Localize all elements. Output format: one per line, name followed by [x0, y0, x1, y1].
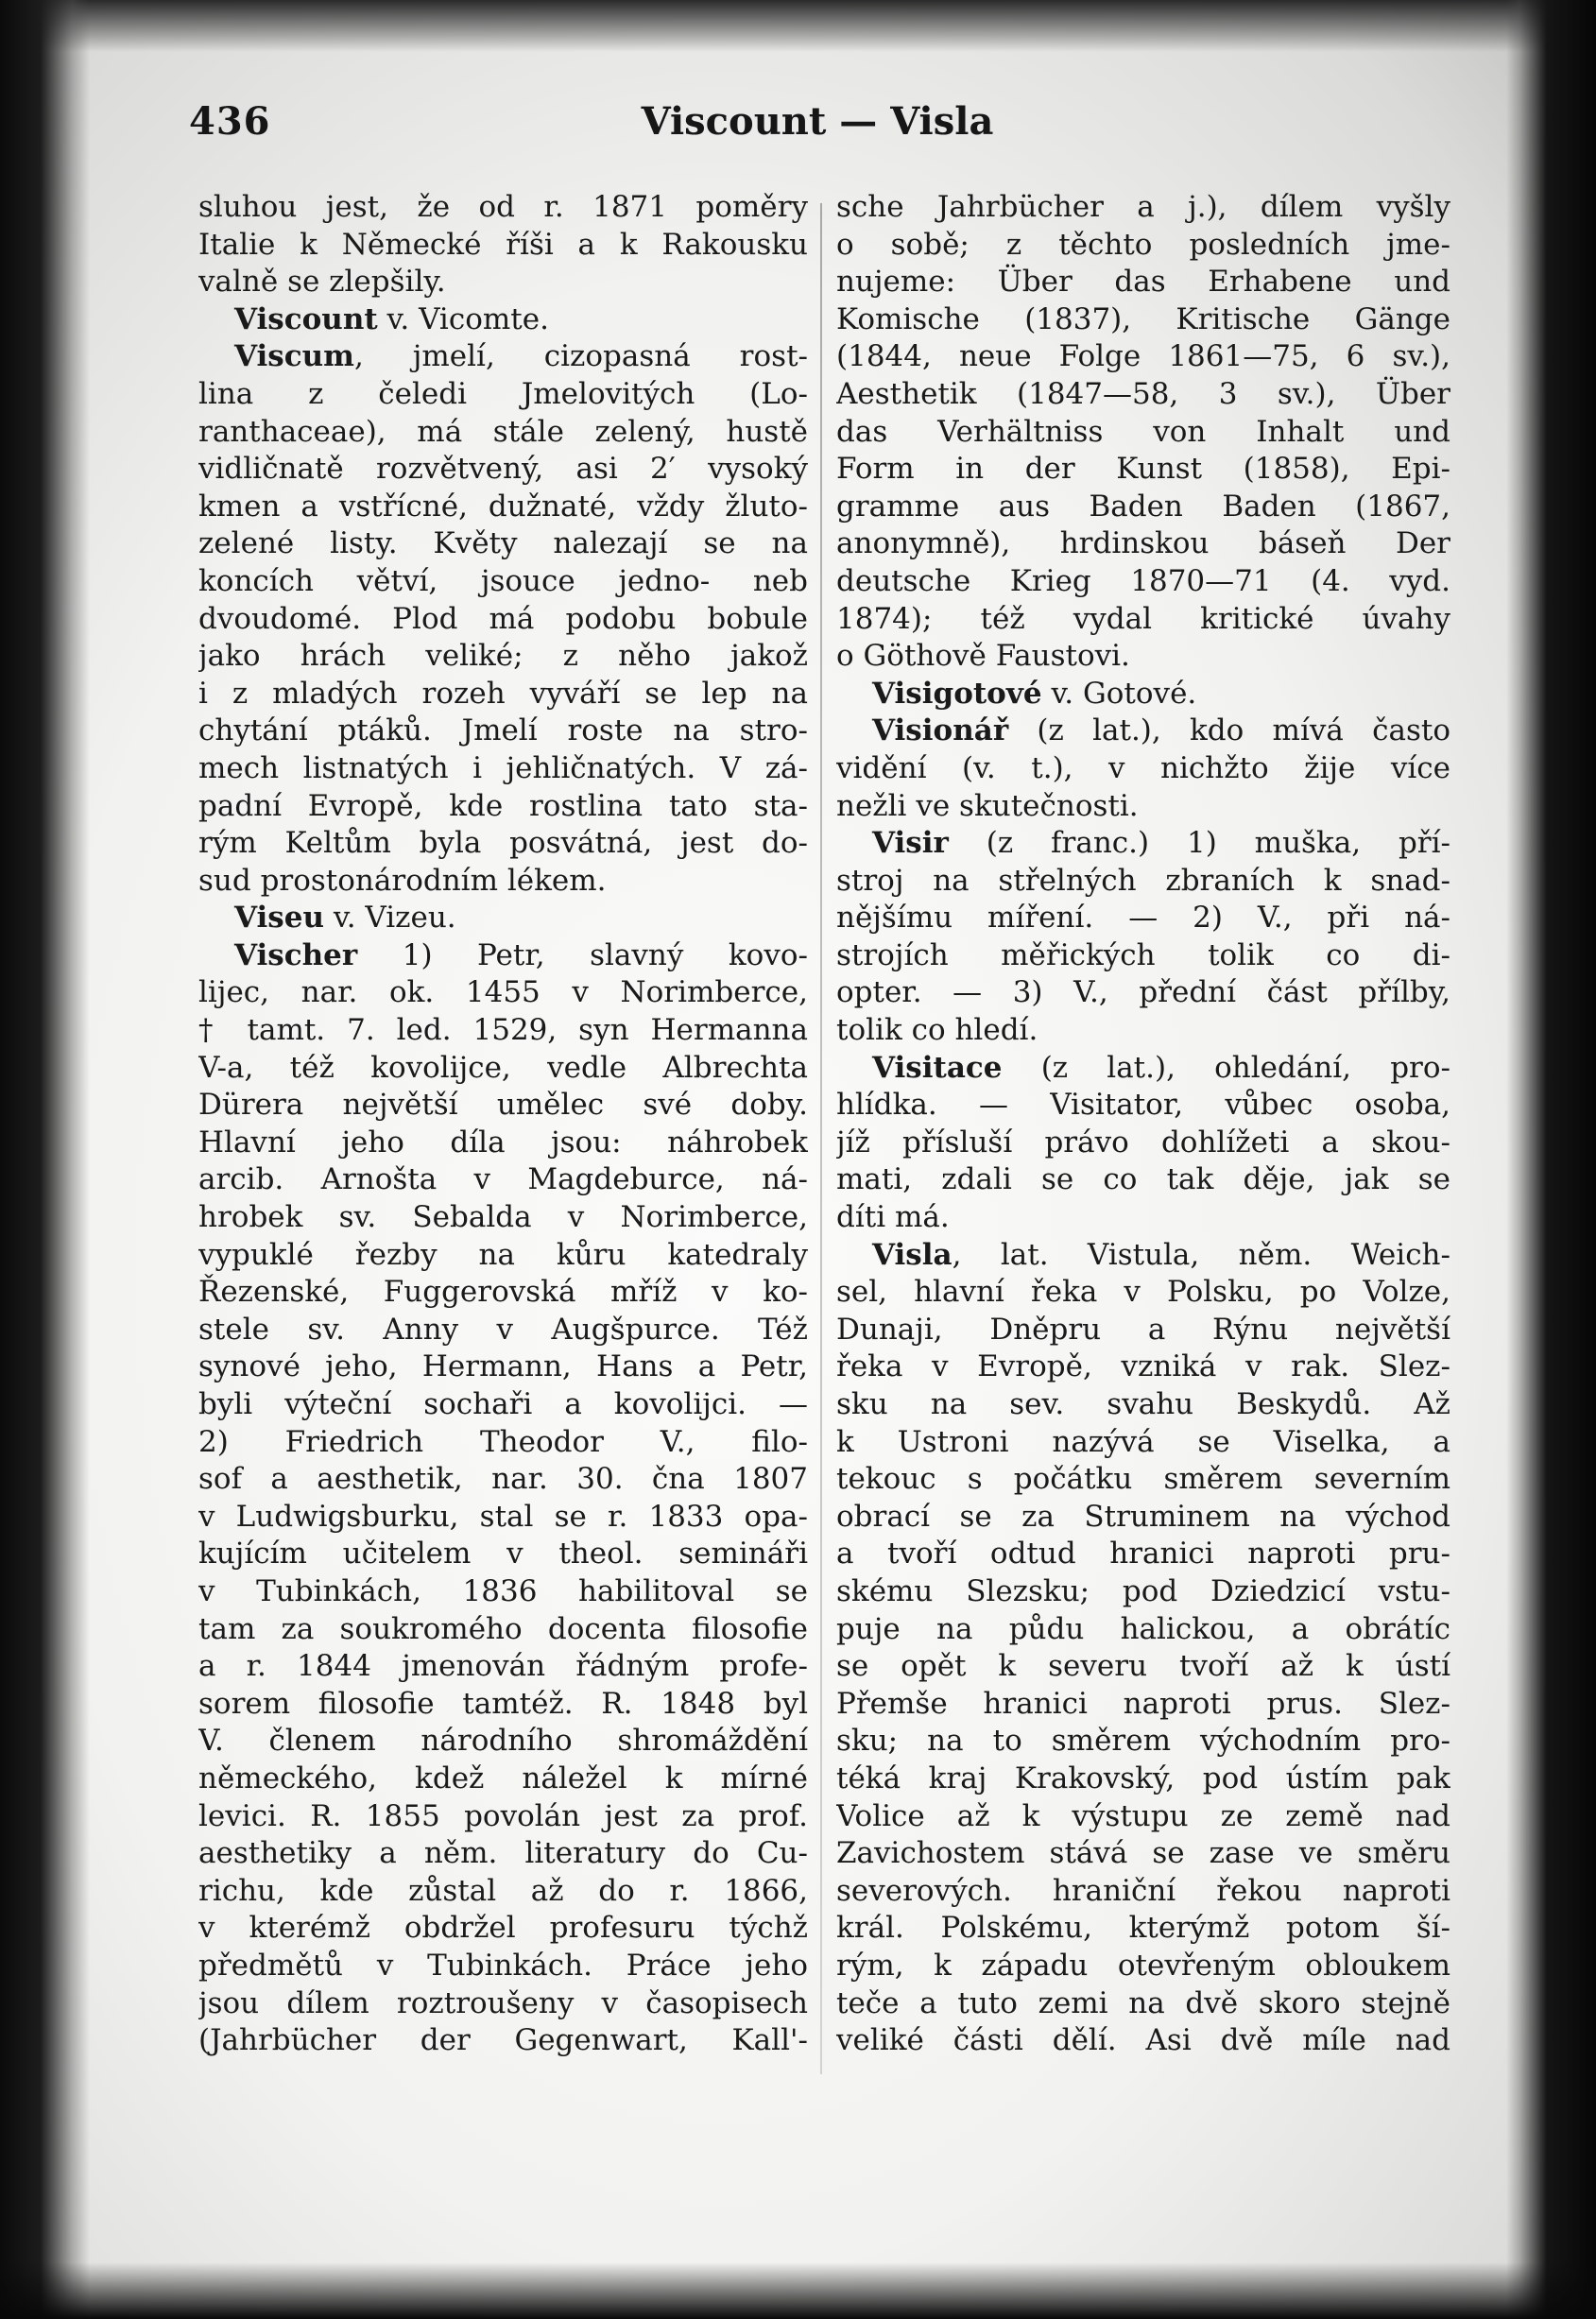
text-line: opter. — 3) V., přední část přílby,	[836, 975, 1450, 1010]
text-line: v Tubinkách, 1836 habilitoval se	[198, 1573, 808, 1608]
text-line: anonymně), hrdinskou báseň Der	[836, 526, 1450, 561]
text-line: (1844, neue Folge 1861—75, 6 sv.),	[836, 339, 1450, 374]
text-line: sku; na to směrem východním pro-	[836, 1724, 1450, 1759]
text-line: stele sv. Anny v Augšpurce. Též	[198, 1312, 808, 1347]
text-line: levici. R. 1855 povolán jest za prof.	[198, 1798, 808, 1833]
page-header	[189, 99, 1446, 156]
text-line: Dürera největší umělec své doby.	[198, 1088, 808, 1123]
text-line: díti má.	[836, 1200, 950, 1235]
text-line: tam za soukromého docenta filosofie	[198, 1611, 808, 1646]
text-line: kujícím učitelem v theol. semináři	[198, 1537, 808, 1572]
text-line: gramme aus Baden Baden (1867,	[836, 489, 1450, 524]
text-line: skému Slezsku; pod Dziedzicí vstu-	[836, 1573, 1450, 1608]
text-line: Komische (1837), Kritische Gänge	[836, 301, 1450, 336]
text-line: řeka v Evropě, vzniká v rak. Slez-	[836, 1349, 1450, 1384]
text-line: byli výteční sochaři a kovolijci. —	[198, 1387, 808, 1421]
text-line: předmětů v Tubinkách. Práce jeho	[198, 1948, 808, 1983]
text-line: Aesthetik (1847—58, 3 sv.), Über	[836, 376, 1450, 411]
text-line: Zavichostem stává se zase ve směru	[836, 1836, 1450, 1871]
text-line: jako hrách veliké; z něho jakož	[198, 639, 808, 674]
running-head: Viscount — Visla	[641, 99, 994, 144]
text-line: téká kraj Krakovský, pod ústím pak	[836, 1761, 1450, 1795]
text-line: k Ustroni nazývá se Viselka, a	[836, 1424, 1450, 1459]
text-line: vidění (v. t.), v nichžto žije více	[836, 750, 1450, 785]
text-column-left	[198, 189, 808, 2060]
text-line: chytání ptáků. Jmelí roste na stro-	[198, 713, 808, 748]
text-line: mati, zdali se co tak děje, jak se	[836, 1162, 1450, 1197]
text-line: a r. 1844 jmenován řádným profe-	[198, 1649, 808, 1684]
text-line: Přemše hranici naproti prus. Slez-	[836, 1686, 1450, 1721]
text-line: nujeme: Über das Erhabene und	[836, 265, 1450, 300]
text-line: lina z čeledi Jmelovitých (Lo-	[198, 376, 808, 411]
text-line: v kterémž obdržel profesuru týchž	[198, 1911, 808, 1946]
text-line: Dunaji, Dněpru a Rýnu největší	[836, 1312, 1450, 1347]
text-line: lijec, nar. ok. 1455 v Norimberce,	[198, 975, 808, 1010]
text-line: ranthaceae), má stále zelený, hustě	[198, 414, 808, 449]
text-line: zelené listy. Květy nalezají se na	[198, 526, 808, 561]
text-line: hrobek sv. Sebalda v Norimberce,	[198, 1200, 808, 1235]
text-line: Visigotové v. Gotové.	[872, 676, 1197, 711]
text-line: sluhou jest, že od r. 1871 poměry	[198, 190, 808, 224]
text-line: nějšímu míření. — 2) V., při ná-	[836, 901, 1450, 936]
text-line: Italie k Německé říši a k Rakousku	[198, 227, 808, 262]
text-line: hlídka. — Visitator, vůbec osoba,	[836, 1088, 1450, 1123]
text-line: Řezenské, Fuggerovská mříž v ko-	[198, 1275, 808, 1310]
text-line: kmen a vstřícné, dužnaté, vždy žluto-	[198, 489, 808, 524]
text-line: sof a aesthetik, nar. 30. čna 1807	[198, 1462, 808, 1497]
text-line: a tvoří odtud hranici naproti pru-	[836, 1537, 1450, 1572]
text-line: veliké části dělí. Asi dvě míle nad	[836, 2023, 1450, 2058]
text-line: jsou dílem roztroušeny v časopisech	[198, 1985, 808, 2020]
text-line: valně se zlepšily.	[198, 265, 446, 300]
text-line: Visionář (z lat.), kdo mívá často	[872, 713, 1450, 748]
text-line: sel, hlavní řeka v Polsku, po Volze,	[836, 1275, 1450, 1310]
text-line: sud prostonárodním lékem.	[198, 863, 607, 898]
text-line: puje na půdu halickou, a obrátíc	[836, 1611, 1450, 1646]
text-line: severových. hraniční řekou naproti	[836, 1873, 1450, 1908]
text-line: sorem filosofie tamtéž. R. 1848 byl	[198, 1686, 808, 1721]
text-line: sku na sev. svahu Beskydů. Až	[836, 1387, 1450, 1421]
text-line: Form in der Kunst (1858), Epi-	[836, 452, 1450, 487]
text-line: arcib. Arnošta v Magdeburce, ná-	[198, 1162, 808, 1197]
text-line: synové jeho, Hermann, Hans a Petr,	[198, 1349, 808, 1384]
text-line: vidličnatě rozvětvený, asi 2′ vysoký	[198, 452, 808, 487]
text-column-right	[836, 189, 1450, 2060]
text-line: král. Polskému, kterýmž potom ší-	[836, 1911, 1450, 1946]
text-line: strojích měřických tolik co di-	[836, 937, 1450, 972]
text-line: Viscum, jmelí, cizopasná rost-	[234, 339, 808, 374]
text-line: Visla, lat. Vistula, něm. Weich-	[872, 1237, 1450, 1272]
text-line: aesthetiky a něm. literatury do Cu-	[198, 1836, 808, 1871]
text-line: Visir (z franc.) 1) muška, pří-	[872, 826, 1450, 861]
text-line: teče a tuto zemi na dvě skoro stejně	[836, 1985, 1450, 2020]
text-line: tolik co hledí.	[836, 1013, 1038, 1048]
text-line: 2) Friedrich Theodor V., filo-	[198, 1424, 808, 1459]
column-divider	[820, 203, 822, 2074]
text-line: rým, k západu otevřeným obloukem	[836, 1948, 1450, 1983]
text-line: † tamt. 7. led. 1529, syn Hermanna	[198, 1013, 808, 1048]
text-line: obrací se za Struminem na východ	[836, 1499, 1450, 1534]
text-line: dvoudomé. Plod má podobu bobule	[198, 601, 808, 636]
text-line: V-a, též kovolijce, vedle Albrechta	[198, 1050, 808, 1085]
text-line: 1874); též vydal kritické úvahy	[836, 601, 1450, 636]
text-line: (Jahrbücher der Gegenwart, Kall'-	[198, 2023, 808, 2058]
text-line: Hlavní jeho díla jsou: náhrobek	[198, 1125, 808, 1160]
text-line: v Ludwigsburku, stal se r. 1833 opa-	[198, 1499, 808, 1534]
text-line: rým Keltům byla posvátná, jest do-	[198, 826, 808, 861]
text-line: richu, kde zůstal až do r. 1866,	[198, 1873, 808, 1908]
text-line: deutsche Krieg 1870—71 (4. vyd.	[836, 563, 1450, 598]
text-line: V. členem národního shromáždění	[198, 1724, 808, 1759]
text-line: Visitace (z lat.), ohledání, pro-	[872, 1050, 1450, 1085]
text-line: padní Evropě, kde rostlina tato sta-	[198, 788, 808, 823]
text-line: stroj na střelných zbraních k snad-	[836, 863, 1450, 898]
text-line: tekouc s počátku směrem severním	[836, 1462, 1450, 1497]
scan-edge-bottom	[0, 2262, 1596, 2319]
text-line: jíž přísluší právo dohlížeti a skou-	[836, 1125, 1450, 1160]
text-line: Vischer 1) Petr, slavný kovo-	[234, 937, 808, 972]
scan-edge-left	[0, 0, 90, 2319]
text-line: mech listnatých i jehličnatých. V zá-	[198, 750, 808, 785]
text-line: i z mladých rozeh vyváří se lep na	[198, 676, 808, 711]
text-line: o sobě; z těchto posledních jme-	[836, 227, 1450, 262]
text-line: das Verhältniss von Inhalt und	[836, 414, 1450, 449]
text-line: Viseu v. Vizeu.	[234, 901, 456, 936]
text-line: o Göthově Faustovi.	[836, 639, 1130, 674]
text-line: sche Jahrbücher a j.), dílem vyšly	[836, 190, 1450, 224]
text-line: nežli ve skutečnosti.	[836, 788, 1139, 823]
text-line: Viscount v. Vicomte.	[234, 301, 549, 336]
scan-edge-top	[0, 0, 1596, 52]
text-line: koncích větví, jsouce jedno- neb	[198, 563, 808, 598]
scan-edge-right	[1506, 0, 1596, 2319]
text-line: Volice až k výstupu ze země nad	[836, 1798, 1450, 1833]
text-line: německého, kdež náležel k mírné	[198, 1761, 808, 1795]
text-line: vypuklé řezby na kůru katedraly	[198, 1237, 808, 1272]
page-number: 436	[189, 99, 271, 144]
text-line: se opět k severu tvoří až k ústí	[836, 1649, 1450, 1684]
